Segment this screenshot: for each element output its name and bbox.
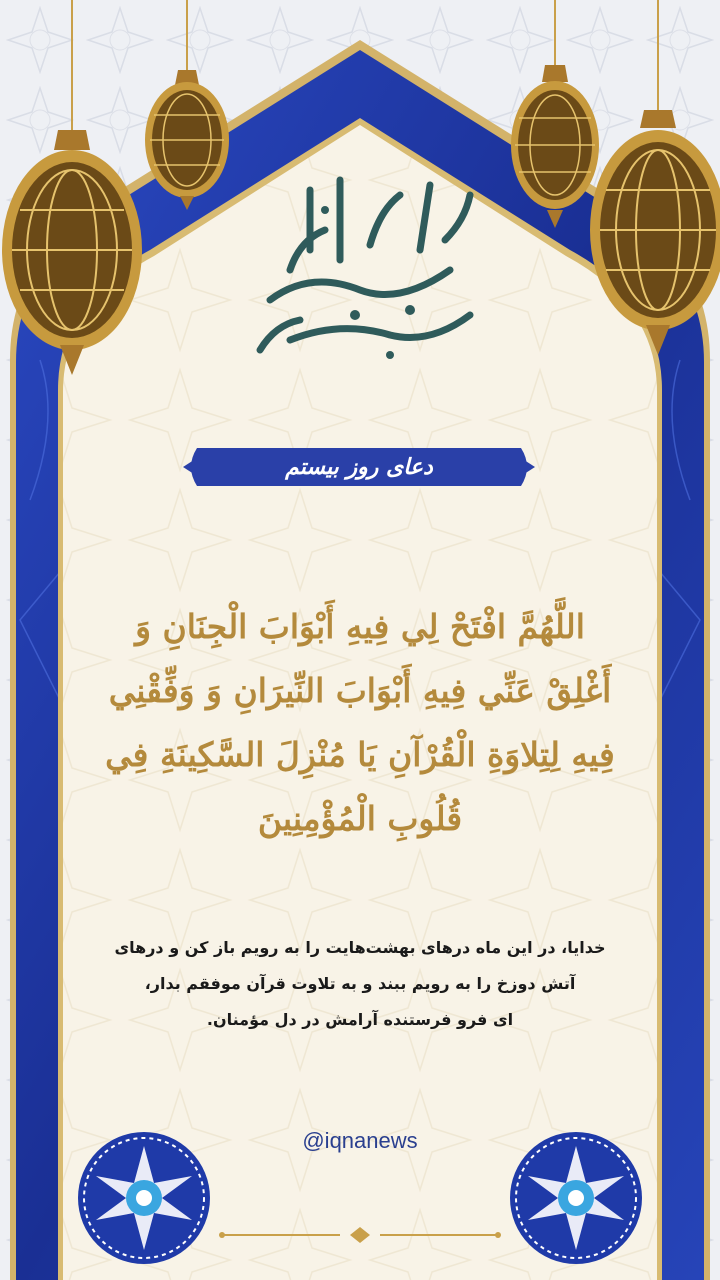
- divider-ornament-icon: [218, 1225, 502, 1245]
- translation-line: آتش دوزخ را به رویم ببند و به تلاوت قرآن موفقم بدار،: [144, 974, 576, 993]
- rosette-icon: [74, 1128, 214, 1268]
- lantern-icon: [140, 0, 235, 210]
- day-title: دعای روز بیستم: [285, 454, 433, 480]
- arabic-line: فِيهِ لِتِلاوَةِ الْقُرْآنِ يَا مُنْزِلَ السَّكِينَةِ فِي: [105, 735, 615, 774]
- arabic-line: أَغْلِقْ عَنِّي فِيهِ أَبْوَابَ النِّيرَانِ وَ وَفِّقْنِي: [108, 671, 612, 710]
- arabic-prayer: [90, 595, 630, 851]
- lantern-icon: [580, 0, 720, 360]
- lantern-icon: [0, 0, 150, 380]
- translation-line: خدایا، در این ماه درهای بهشت‌هایت را به رویم باز کن و درهای: [114, 938, 606, 957]
- social-handle: @iqnanews: [302, 1128, 418, 1153]
- arabic-line: قُلُوبِ الْمُؤْمِنِينَ: [257, 799, 463, 838]
- rosette-icon: [506, 1128, 646, 1268]
- translation-line: ای فرو فرستنده آرامش در دل مؤمنان.: [206, 1010, 514, 1029]
- arabic-line: اللَّهُمَّ افْتَحْ لِي فِيهِ أَبْوَابَ الْجِنَانِ وَ: [135, 607, 585, 646]
- persian-translation: [110, 930, 610, 1038]
- calligraphy-emblem: [230, 150, 500, 380]
